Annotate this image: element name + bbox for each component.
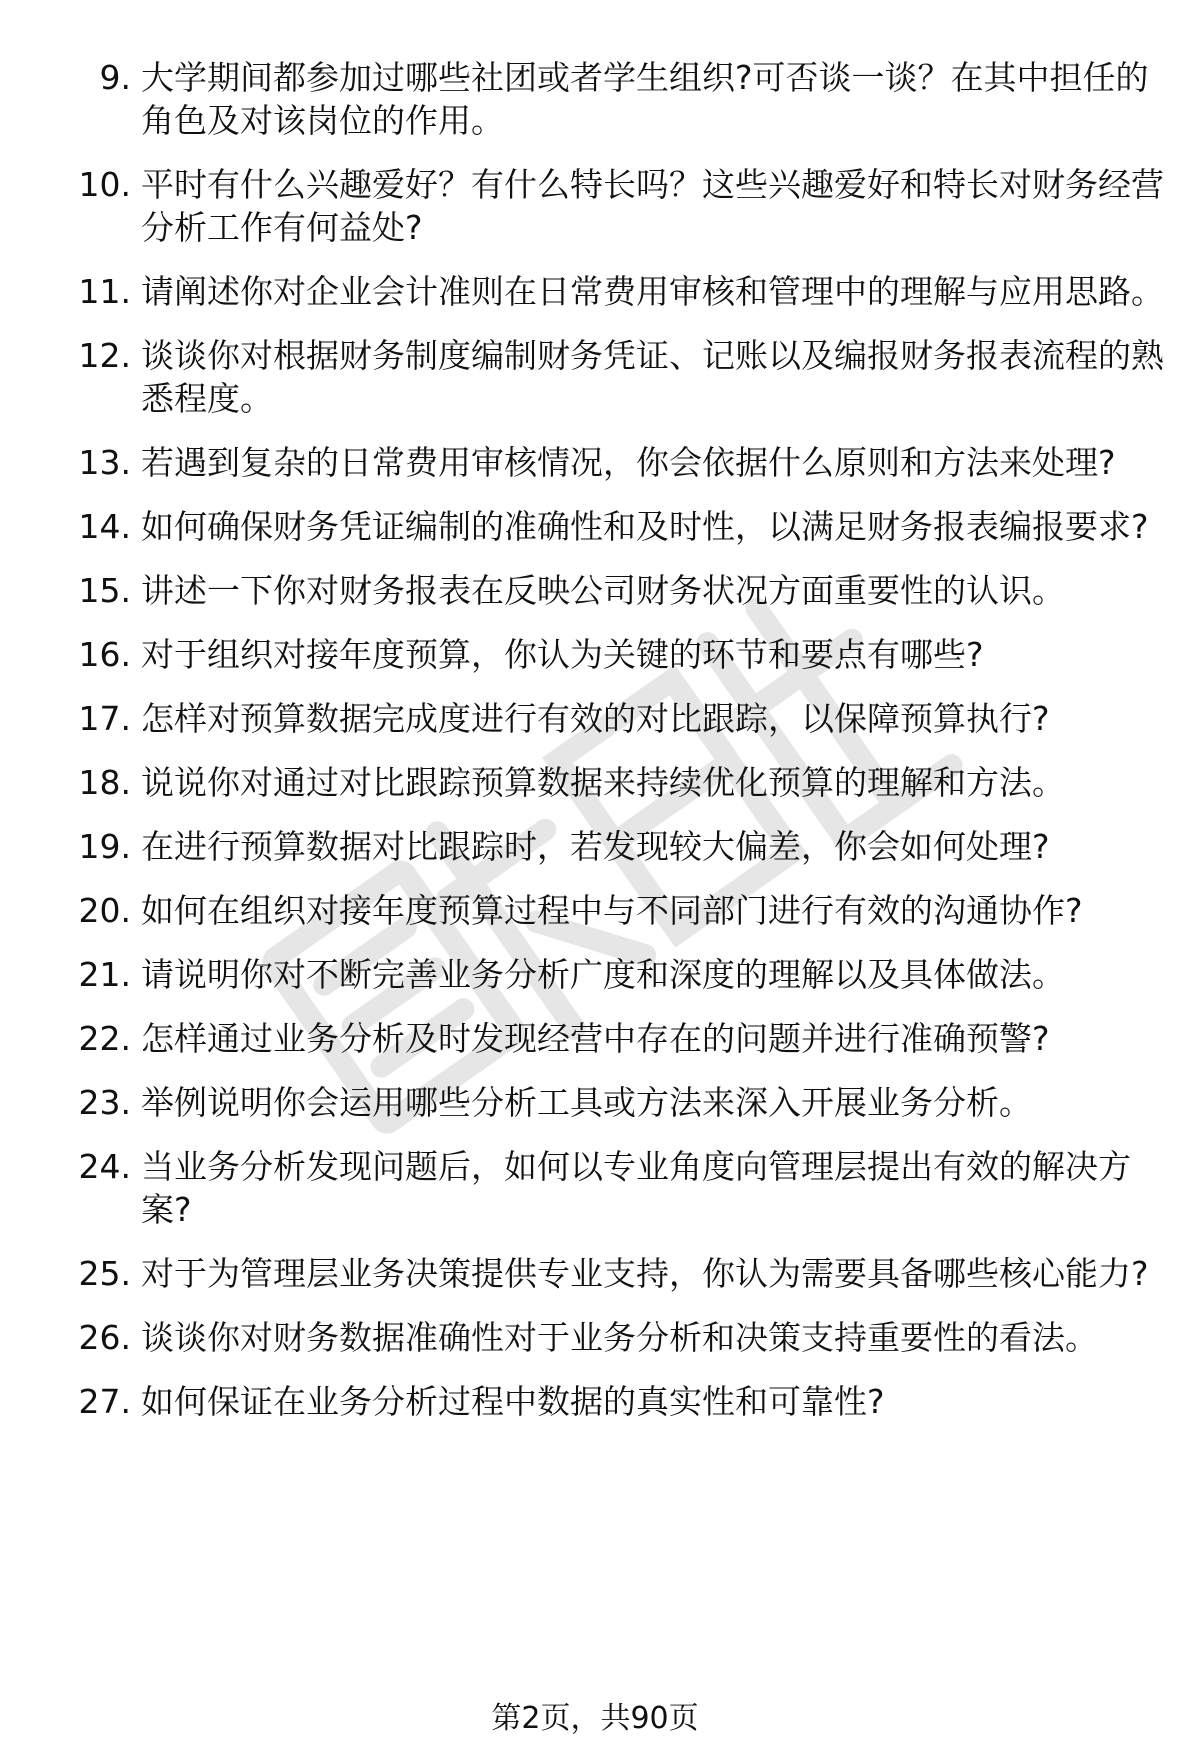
question-item <box>60 1081 1170 1124</box>
question-text: 谈谈你对根据财务制度编制财务凭证、记账以及编报财务报表流程的熟悉程度。 <box>141 336 1164 418</box>
question-text: 举例说明你会运用哪些分析工具或方法来深入开展业务分析。 <box>141 1083 1032 1122</box>
question-item <box>60 334 1170 420</box>
question-text: 怎样对预算数据完成度进行有效的对比跟踪，以保障预算执行? <box>141 699 1050 738</box>
question-text: 讲述一下你对财务报表在反映公司财务状况方面重要性的认识。 <box>141 571 1065 610</box>
question-number: 12. <box>78 336 131 375</box>
question-number: 18. <box>78 763 131 802</box>
question-text: 对于为管理层业务决策提供专业支持，你认为需要具备哪些核心能力? <box>141 1254 1149 1293</box>
question-text: 如何保证在业务分析过程中数据的真实性和可靠性? <box>141 1382 885 1421</box>
question-number: 26. <box>78 1318 131 1357</box>
question-item <box>60 569 1170 612</box>
question-item <box>60 163 1170 249</box>
question-number: 13. <box>78 443 131 482</box>
question-number: 23. <box>78 1083 131 1122</box>
question-text: 大学期间都参加过哪些社团或者学生组织?可否谈一谈？在其中担任的角色及对该岗位的作用。 <box>141 58 1149 140</box>
question-text: 怎样通过业务分析及时发现经营中存在的问题并进行准确预警? <box>141 1019 1050 1058</box>
page-number-footer: 第2页，共90页 <box>491 1701 699 1736</box>
question-number: 16. <box>78 635 131 674</box>
question-item <box>60 1380 1170 1423</box>
question-item <box>60 1017 1170 1060</box>
question-item <box>60 825 1170 868</box>
question-item <box>60 953 1170 996</box>
question-text: 说说你对通过对比跟踪预算数据来持续优化预算的理解和方法。 <box>141 763 1065 802</box>
question-number: 19. <box>78 827 131 866</box>
question-item <box>60 1252 1170 1295</box>
question-number: 27. <box>78 1382 131 1421</box>
question-item <box>60 697 1170 740</box>
question-item <box>60 1145 1170 1231</box>
question-item <box>60 505 1170 548</box>
question-text: 在进行预算数据对比跟踪时，若发现较大偏差，你会如何处理? <box>141 827 1050 866</box>
question-text: 如何确保财务凭证编制的准确性和及时性，以满足财务报表编报要求? <box>141 507 1149 546</box>
question-number: 20. <box>78 891 131 930</box>
question-text: 若遇到复杂的日常费用审核情况，你会依据什么原则和方法来处理? <box>141 443 1116 482</box>
question-item <box>60 441 1170 484</box>
question-number: 25. <box>78 1254 131 1293</box>
question-item <box>60 889 1170 932</box>
question-item <box>60 761 1170 804</box>
question-text: 请说明你对不断完善业务分析广度和深度的理解以及具体做法。 <box>141 955 1065 994</box>
question-text: 如何在组织对接年度预算过程中与不同部门进行有效的沟通协作? <box>141 891 1083 930</box>
question-number: 21. <box>78 955 131 994</box>
question-text: 平时有什么兴趣爱好？有什么特长吗？这些兴趣爱好和特长对财务经营分析工作有何益处? <box>141 165 1164 247</box>
question-number: 10. <box>78 165 131 204</box>
question-item <box>60 56 1170 142</box>
question-number: 11. <box>78 272 131 311</box>
question-item <box>60 1316 1170 1359</box>
question-number: 22. <box>78 1019 131 1058</box>
question-number: 17. <box>78 699 131 738</box>
question-text: 对于组织对接年度预算，你认为关键的环节和要点有哪些? <box>141 635 984 674</box>
question-list <box>60 56 1170 1444</box>
question-number: 9. <box>99 58 131 97</box>
question-item <box>60 270 1170 313</box>
question-number: 14. <box>78 507 131 546</box>
question-number: 15. <box>78 571 131 610</box>
question-text: 当业务分析发现问题后，如何以专业角度向管理层提出有效的解决方案? <box>141 1147 1131 1229</box>
question-text: 请阐述你对企业会计准则在日常费用审核和管理中的理解与应用思路。 <box>141 272 1164 311</box>
question-text: 谈谈你对财务数据准确性对于业务分析和决策支持重要性的看法。 <box>141 1318 1098 1357</box>
question-number: 24. <box>78 1147 131 1186</box>
question-item <box>60 633 1170 676</box>
